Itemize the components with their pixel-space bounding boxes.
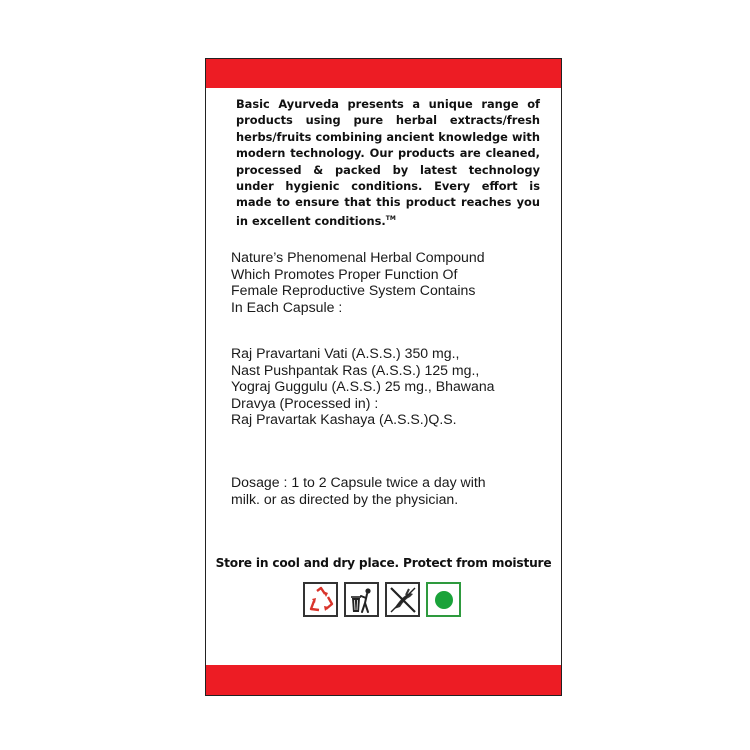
intro-text: Basic Ayurveda presents a unique range of products using pure herbal extracts/fresh herbs/fruits combining ancient knowledge with modern technology. Our products are cleaned, processed & packed by latest technology under hygienic conditions. Every effort is made to ensure that this product reaches you in excellent conditions.: [236, 97, 540, 228]
storage-instructions: Store in cool and dry place. Protect from moisture: [215, 556, 552, 570]
compound-description: Nature’s Phenomenal Herbal Compound Which Promotes Proper Function Of Female Reproductive System Contains In Each Capsule :: [231, 249, 485, 315]
trademark-symbol: TM: [385, 214, 396, 222]
symbol-icons-row: [303, 582, 461, 617]
vegetarian-mark-icon: [426, 582, 461, 617]
recycle-icon: [303, 582, 338, 617]
no-litter-icon: [385, 582, 420, 617]
intro-paragraph: [236, 96, 540, 229]
bottom-red-band: [206, 665, 561, 695]
ingredients-list: Raj Pravartani Vati (A.S.S.) 350 mg., Nast Pushpantak Ras (A.S.S.) 125 mg., Yograj Guggulu (A.S.S.) 25 mg., Bhawana Dravya (Processed in) : Raj Pravartak Kashaya (A.S.S.)Q.S.: [231, 345, 495, 428]
dispose-in-bin-icon: [344, 582, 379, 617]
dosage-instructions: Dosage : 1 to 2 Capsule twice a day with milk. or as directed by the physician.: [231, 474, 486, 507]
product-label: [205, 58, 562, 696]
top-red-band: [206, 59, 561, 88]
